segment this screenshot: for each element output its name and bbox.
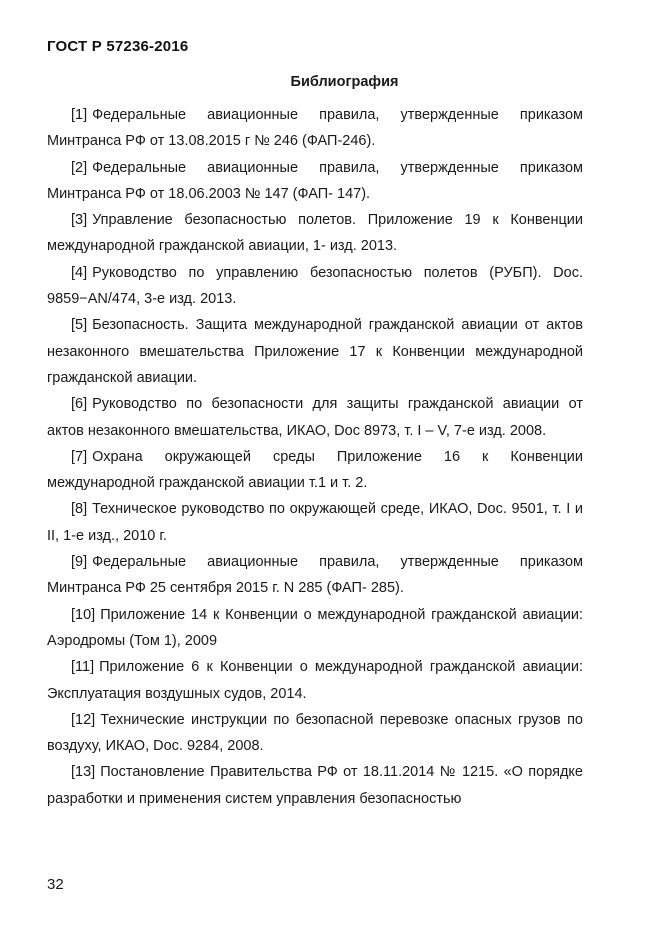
entry-text: Федеральные авиационные правила, утвержденные приказом Минтранса РФ 25 сентября 2015 г. N 285 (ФАП- 285). [47,554,583,597]
entry-number: [6] [71,396,88,413]
entry-number: [1] [71,107,88,123]
bibliography-entry [47,102,583,155]
bibliography-entry [47,155,583,208]
entry-number: [4] [71,264,88,281]
entry-text: Руководство по управлению безопасностью полетов (РУБП). Doc. 9859−AN/474, 3-е изд. 2013. [47,264,583,308]
entry-number: [10] [71,606,96,623]
entry-number: [12] [71,711,96,728]
bibliography-entry [47,496,583,549]
bibliography-entry [47,654,583,707]
entry-text: Постановление Правительства РФ от 18.11.2014 № 1215. «О порядке разработки и применения систем управления безопасностью [47,764,583,807]
entry-number: [9] [71,554,88,571]
bibliography-entry [47,207,583,260]
entry-text: Руководство по безопасности для защиты гражданской авиации от актов незаконного вмешательства, ИКАО, Doc 8973, т. I – V, 7-е изд. 2008. [47,396,583,439]
entry-number: [8] [71,501,88,518]
bibliography-entry [47,312,583,391]
bibliography-entry [47,759,583,812]
bibliography-list [47,102,583,812]
entry-text: Федеральные авиационные правила, утвержденные приказом Минтранса РФ от 18.06.2003 № 147 (ФАП- 147). [47,159,583,202]
entry-text: Приложение 14 к Конвенции о международной гражданской авиации: Аэродромы (Том 1), 2009 [47,606,583,649]
entry-number: [13] [71,764,96,781]
bibliography-entry [47,260,583,313]
entry-text: Управление безопасностью полетов. Приложение 19 к Конвенции международной гражданской авиации, 1- изд. 2013. [47,212,583,255]
bibliography-entry [47,602,583,655]
bibliography-entry [47,549,583,602]
entry-number: [7] [71,448,88,465]
bibliography-entry [47,391,583,444]
entry-text: Федеральные авиационные правила, утвержденные приказом Минтранса РФ от 13.08.2015 г № 246 (ФАП-246). [47,107,583,150]
entry-number: [3] [71,212,88,229]
entry-text: Безопасность. Защита международной гражданской авиации от актов незаконного вмешательства Приложение 17 к Конвенции международной гражданской авиации. [47,317,583,386]
entry-text: Техническое руководство по окружающей среде, ИКАО, Doc. 9501, т. I и II, 1-е изд., 2010 г. [47,501,583,544]
document-header: ГОСТ Р 57236-2016 [47,38,189,55]
entry-number: [2] [71,159,88,176]
entry-text: Приложение 6 к Конвенции о международной гражданской авиации: Эксплуатация воздушных судов, 2014. [47,659,583,702]
entry-number: [11] [71,659,95,676]
entry-text: Технические инструкции по безопасной перевозке опасных грузов по воздуху, ИКАО, Doc. 9284, 2008. [47,711,583,755]
entry-number: [5] [71,317,88,334]
bibliography-entry [47,444,583,497]
entry-text: Охрана окружающей среды Приложение 16 к Конвенции международной гражданской авиации т.1 и т. 2. [47,448,583,492]
page-number: 32 [47,876,64,893]
section-title: Библиография [290,74,399,90]
bibliography-entry [47,707,583,760]
